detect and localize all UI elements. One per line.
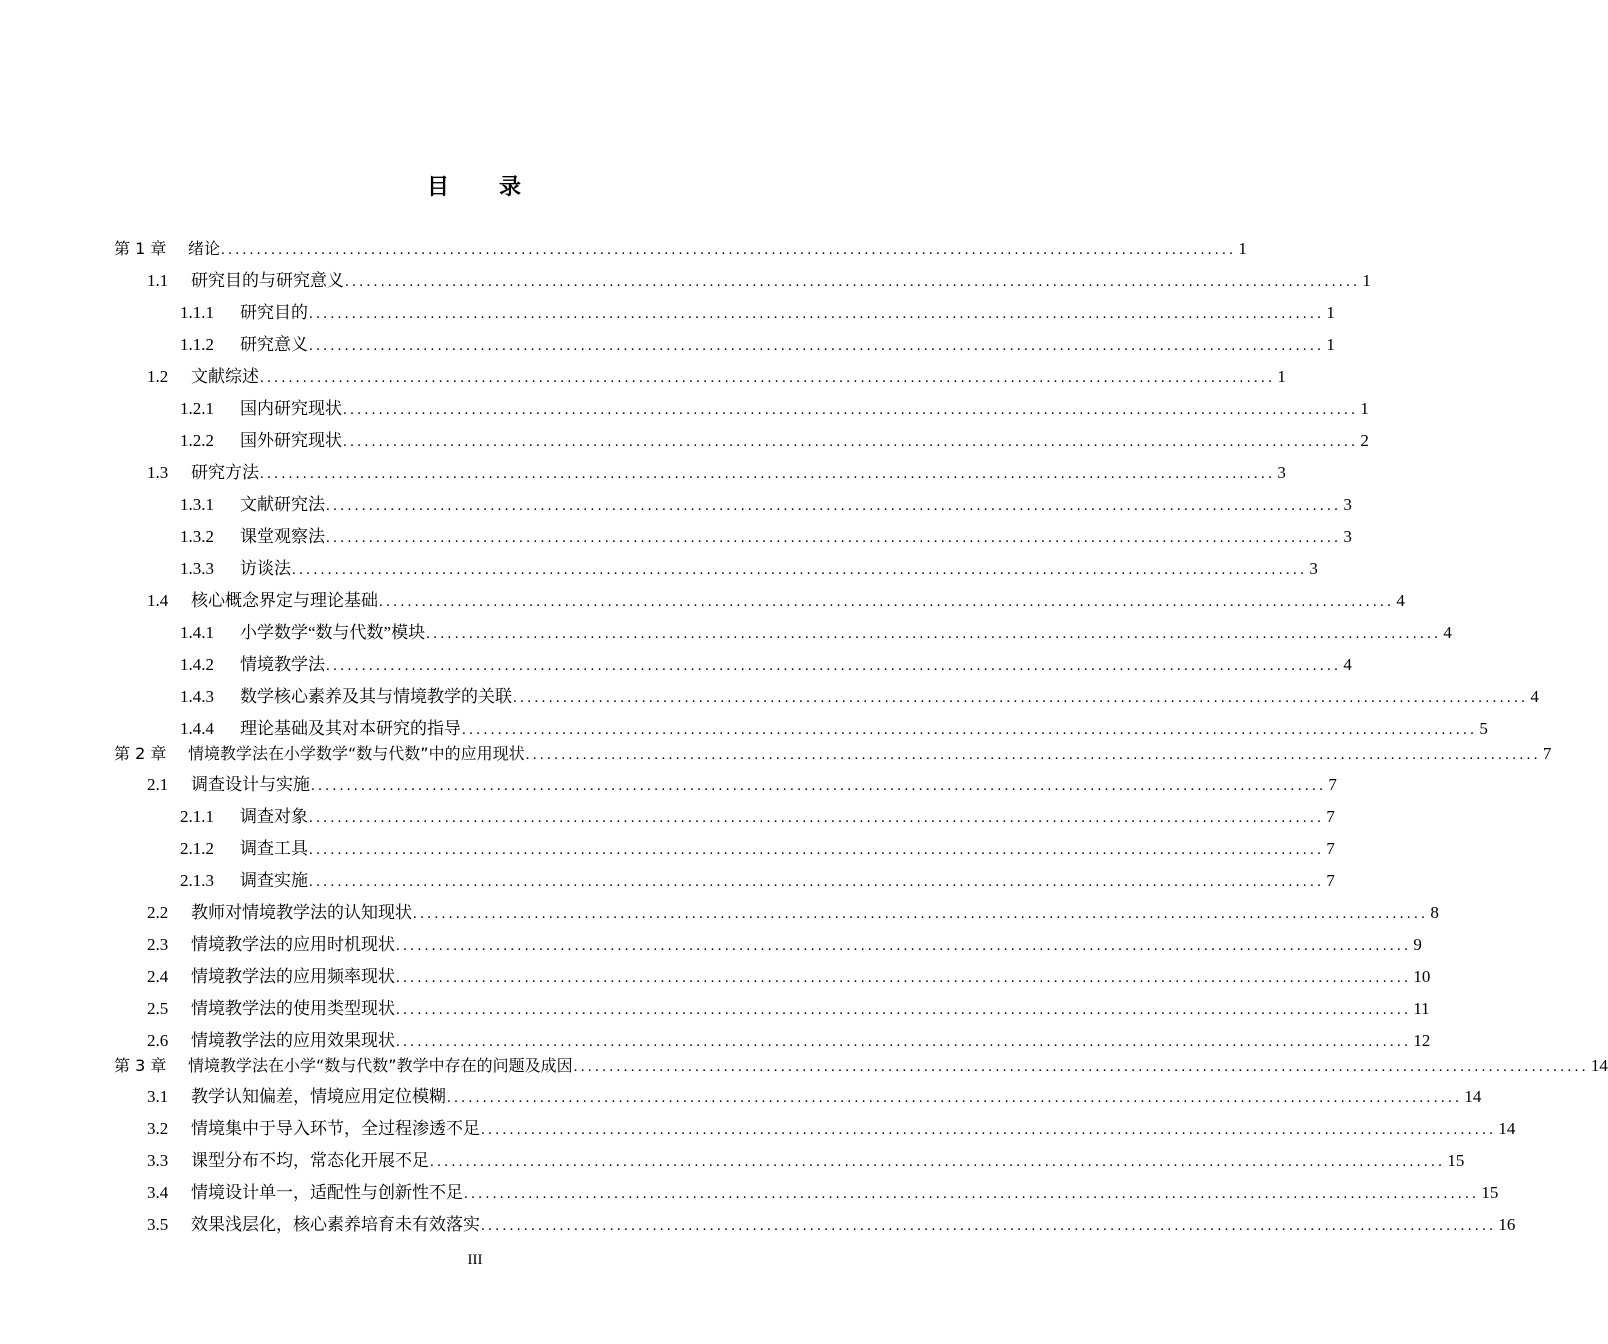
toc-entry-number: 1.1: [147, 271, 169, 290]
toc-entry-page: 5: [1479, 719, 1488, 738]
toc-entry-page: 1: [1326, 303, 1335, 322]
toc-entry[interactable]: [147, 1148, 1465, 1174]
toc-entry[interactable]: [180, 652, 1352, 678]
toc-entry-title: 研究方法: [191, 463, 259, 482]
toc-entry-number: 第 1 章: [114, 239, 167, 258]
toc-entry-title: 调查设计与实施: [191, 775, 310, 794]
toc-entry[interactable]: [147, 1116, 1516, 1142]
toc-entry-number: 2.1.1: [180, 807, 214, 826]
toc-entry[interactable]: [180, 716, 1488, 742]
toc-leader: ..............................................................................................................................................: [396, 1002, 1412, 1018]
toc-entry[interactable]: [147, 1180, 1499, 1206]
toc-leader: ..............................................................................................................................................: [309, 338, 1325, 354]
toc-entry-title: 情境教学法在小学数学“数与代数”中的应用现状: [188, 744, 525, 763]
toc-entry[interactable]: [147, 1084, 1482, 1110]
toc-entry[interactable]: [147, 900, 1439, 926]
toc-entry[interactable]: [180, 428, 1369, 454]
toc-entry-number: 2.2: [147, 903, 169, 922]
toc-leader: ..............................................................................................................................................: [513, 690, 1529, 706]
page-title: 目 录: [426, 175, 523, 200]
toc-entry-number: 3.4: [147, 1183, 169, 1202]
toc-entry-number: 2.1.2: [180, 839, 214, 858]
toc-entry-page: 16: [1498, 1215, 1516, 1234]
toc-leader: ..............................................................................................................................................: [309, 874, 1325, 890]
toc-entry[interactable]: [180, 684, 1539, 710]
toc-entry-title: 研究意义: [240, 335, 308, 354]
toc-entry-number: 1.3: [147, 463, 169, 482]
toc-leader: ..............................................................................................................................................: [379, 594, 1395, 610]
toc-entry-title: 情境设计单一，适配性与创新性不足: [191, 1183, 463, 1202]
toc-entry-title: 研究目的与研究意义: [191, 271, 344, 290]
toc-entry-page: 1: [1277, 367, 1286, 386]
toc-leader: ..............................................................................................................................................: [462, 722, 1478, 738]
toc-entry[interactable]: [180, 620, 1452, 646]
toc-leader: ..............................................................................................................................................: [481, 1122, 1497, 1138]
toc-entry-page: 1: [1238, 239, 1247, 258]
toc-entry-page: 10: [1413, 967, 1431, 986]
toc-entry-number: 2.1.3: [180, 871, 214, 890]
toc-leader: ..............................................................................................................................................: [326, 658, 1342, 674]
toc-entry[interactable]: [180, 556, 1318, 582]
toc-leader: ..............................................................................................................................................: [260, 466, 1276, 482]
toc-entry-number: 第 2 章: [114, 744, 167, 763]
toc-entry-title: 文献综述: [191, 367, 259, 386]
toc-entry-title: 研究目的: [240, 303, 308, 322]
toc-entry-page: 7: [1326, 839, 1335, 858]
toc-entry[interactable]: [114, 236, 1247, 262]
toc-entry-title: 课堂观察法: [240, 527, 325, 546]
toc-entry-title: 调查实施: [240, 871, 308, 890]
toc-entry-title: 课型分布不均，常态化开展不足: [191, 1151, 429, 1170]
toc-entry-page: 1: [1362, 271, 1371, 290]
toc-entry-number: 3.5: [147, 1215, 169, 1234]
toc-entry-title: 核心概念界定与理论基础: [191, 591, 378, 610]
toc-entry-title: 数学核心素养及其与情境教学的关联: [240, 687, 512, 706]
toc-entry[interactable]: [180, 524, 1352, 550]
toc-entry-title: 教学认知偏差，情境应用定位模糊: [191, 1087, 446, 1106]
toc-leader: ..............................................................................................................................................: [413, 906, 1429, 922]
toc-leader: ..............................................................................................................................................: [326, 530, 1342, 546]
toc-entry[interactable]: [180, 300, 1335, 326]
toc-entry[interactable]: [147, 772, 1337, 798]
toc-entry-page: 12: [1413, 1031, 1431, 1050]
toc-leader: ..............................................................................................................................................: [447, 1090, 1463, 1106]
toc-leader: ..............................................................................................................................................: [309, 306, 1325, 322]
toc-leader: ..............................................................................................................................................: [345, 274, 1361, 290]
toc-entry-title: 调查工具: [240, 839, 308, 858]
toc-entry-number: 1.2.1: [180, 399, 214, 418]
toc-entry-number: 1.4.1: [180, 623, 214, 642]
toc-entry-title: 教师对情境教学法的认知现状: [191, 903, 412, 922]
toc-leader: ..............................................................................................................................................: [292, 562, 1308, 578]
toc-entry[interactable]: [147, 460, 1286, 486]
toc-entry-number: 2.4: [147, 967, 169, 986]
toc-entry-page: 4: [1343, 655, 1352, 674]
toc-entry-page: 3: [1309, 559, 1318, 578]
toc-entry-page: 2: [1360, 431, 1369, 450]
toc-entry-page: 1: [1360, 399, 1369, 418]
toc-entry[interactable]: [180, 804, 1335, 830]
toc-entry[interactable]: [147, 964, 1431, 990]
toc-entry-number: 1.2.2: [180, 431, 214, 450]
toc-leader: ..............................................................................................................................................: [309, 842, 1325, 858]
toc-leader: ..............................................................................................................................................: [260, 370, 1276, 386]
toc-entry-page: 7: [1326, 807, 1335, 826]
toc-leader: ..............................................................................................................................................: [343, 434, 1359, 450]
toc-entry-number: 1.3.1: [180, 495, 214, 514]
toc-entry-page: 7: [1542, 744, 1552, 763]
toc-entry-number: 1.1.1: [180, 303, 214, 322]
toc-entry-page: 3: [1343, 495, 1352, 514]
toc-entry-number: 1.2: [147, 367, 169, 386]
toc-entry-page: 15: [1481, 1183, 1499, 1202]
toc-leader: ..............................................................................................................................................: [311, 778, 1327, 794]
toc-entry-page: 15: [1447, 1151, 1465, 1170]
toc-leader: ..............................................................................................................................................: [426, 626, 1442, 642]
toc-entry-title: 文献研究法: [240, 495, 325, 514]
toc-entry-number: 1.4.3: [180, 687, 214, 706]
toc-leader: ..............................................................................................................................................: [396, 938, 1412, 954]
toc-entry-page: 3: [1277, 463, 1286, 482]
toc-leader: ..............................................................................................................................................: [309, 810, 1325, 826]
toc-entry-title: 情境教学法的应用频率现状: [191, 967, 395, 986]
toc-entry[interactable]: [147, 1212, 1516, 1238]
toc-entry-page: 11: [1413, 999, 1430, 1018]
toc-entry-page: 14: [1464, 1087, 1482, 1106]
toc-entry-title: 情境教学法的应用时机现状: [191, 935, 395, 954]
toc-entry[interactable]: [147, 364, 1286, 390]
toc-entry-title: 小学数学“数与代数”模块: [240, 623, 426, 642]
toc-entry-page: 9: [1413, 935, 1422, 954]
toc-entry-title: 情境教学法: [240, 655, 325, 674]
toc-entry-title: 效果浅层化，核心素养培育未有效落实: [191, 1215, 480, 1234]
toc-entry-number: 2.3: [147, 935, 169, 954]
toc-leader: ..............................................................................................................................................: [464, 1186, 1480, 1202]
toc-entry-number: 1.4: [147, 591, 169, 610]
toc-entry-number: 2.6: [147, 1031, 169, 1050]
toc-entry-number: 2.1: [147, 775, 169, 794]
toc-entry-page: 1: [1326, 335, 1335, 354]
toc-entry-title: 情境教学法的应用效果现状: [191, 1031, 395, 1050]
toc-entry-page: 14: [1590, 1056, 1608, 1075]
toc-entry[interactable]: [147, 932, 1422, 958]
toc-leader: ..............................................................................................................................................: [221, 242, 1237, 258]
toc-entry-page: 4: [1396, 591, 1405, 610]
toc-entry[interactable]: [180, 868, 1335, 894]
toc-entry-title: 情境集中于导入环节，全过程渗透不足: [191, 1119, 480, 1138]
toc-leader: ..............................................................................................................................................: [343, 402, 1359, 418]
toc-entry-page: 3: [1343, 527, 1352, 546]
toc-leader: ..............................................................................................................................................: [396, 1034, 1412, 1050]
toc-entry-title: 调查对象: [240, 807, 308, 826]
toc-entry-number: 第 3 章: [114, 1056, 167, 1075]
toc-leader: ..............................................................................................................................................: [396, 970, 1412, 986]
page-number-footer: III: [467, 1252, 483, 1268]
toc-leader: ..............................................................................................................................................: [326, 498, 1342, 514]
toc-entry-number: 3.3: [147, 1151, 169, 1170]
toc-entry[interactable]: [114, 1053, 1608, 1079]
toc-entry[interactable]: [180, 836, 1335, 862]
toc-entry-page: 8: [1430, 903, 1439, 922]
toc-entry-title: 国内研究现状: [240, 399, 342, 418]
toc-entry[interactable]: [147, 1028, 1431, 1054]
toc-entry-page: 7: [1326, 871, 1335, 890]
toc-leader: ..............................................................................................................................................: [573, 1059, 1589, 1075]
toc-entry-number: 3.1: [147, 1087, 169, 1106]
toc-entry[interactable]: [180, 492, 1352, 518]
toc-entry-page: 14: [1498, 1119, 1516, 1138]
toc-entry[interactable]: [180, 332, 1335, 358]
toc-entry[interactable]: [180, 396, 1369, 422]
toc-entry-title: 情境教学法在小学“数与代数”教学中存在的问题及成因: [188, 1056, 573, 1075]
toc-entry-title: 理论基础及其对本研究的指导: [240, 719, 461, 738]
toc-entry[interactable]: [147, 996, 1430, 1022]
toc-entry-number: 3.2: [147, 1119, 169, 1138]
toc-entry[interactable]: [147, 588, 1405, 614]
toc-entry-number: 1.4.4: [180, 719, 214, 738]
toc-entry-title: 情境教学法的使用类型现状: [191, 999, 395, 1018]
toc-entry-number: 1.4.2: [180, 655, 214, 674]
toc-entry-number: 1.3.2: [180, 527, 214, 546]
toc-leader: ..............................................................................................................................................: [481, 1218, 1497, 1234]
toc-entry-title: 访谈法: [240, 559, 291, 578]
toc-entry-page: 4: [1443, 623, 1452, 642]
toc-entry-page: 4: [1530, 687, 1539, 706]
toc-leader: ..............................................................................................................................................: [430, 1154, 1446, 1170]
toc-entry-number: 1.1.2: [180, 335, 214, 354]
toc-leader: ..............................................................................................................................................: [525, 747, 1541, 763]
toc-entry-page: 7: [1328, 775, 1337, 794]
toc-entry[interactable]: [114, 741, 1552, 767]
toc-entry-title: 绪论: [188, 239, 221, 258]
toc-entry-number: 1.3.3: [180, 559, 214, 578]
toc-entry-title: 国外研究现状: [240, 431, 342, 450]
toc-entry-number: 2.5: [147, 999, 169, 1018]
toc-entry[interactable]: [147, 268, 1371, 294]
